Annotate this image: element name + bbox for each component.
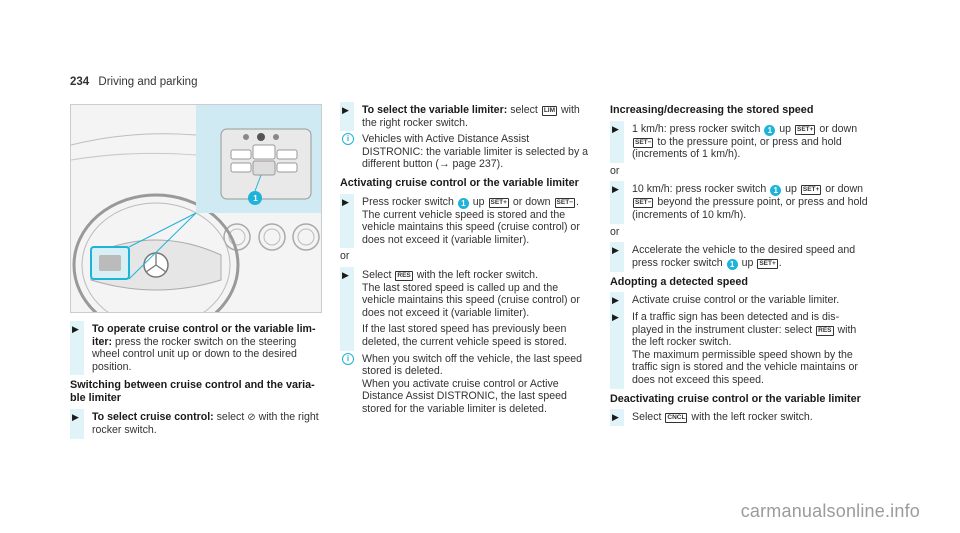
or-text: or <box>610 225 620 238</box>
arrow-icon: ▶ <box>612 412 619 423</box>
instruction-select-limiter: ▶ To select the variable limiter: select LIM with the right rocker switch. <box>340 104 592 129</box>
note-switch-off: i When you switch off the vehicle, the last speed stored is deleted. When you activate cruise control or Active Distance Assist DISTRONIC, the last speed stored for the variable limiter is deleted. <box>340 353 592 416</box>
instruction-select-res: ▶ Select RES with the left rocker switch. The last stored speed is called up and the vehicle maintains this speed (cruise control) or does not exceed it (variable limiter). If the last stored speed has previously been deleted, the current vehicle speed is stored. <box>340 269 592 349</box>
section-title: Driving and parking <box>98 76 198 88</box>
res-key-icon: RES <box>818 326 832 334</box>
instruction-traffic-sign: ▶ If a traffic sign has been detected and is dis- played in the instrument cluster: select RES with the left rocker switch. The maximum permissible speed shown by the traffic sign is stored and the vehicle maintains or does not exceed this speed. <box>610 311 872 387</box>
instruction-accelerate: ▶ Accelerate the vehicle to the desired speed and press rocker switch 1 up SET+ . <box>610 244 872 270</box>
instruction-press-rocker: ▶ Press rocker switch 1 up SET+ or down SET− . The current vehicle speed is stored and the vehicle maintains this speed (cruise control) or does not exceed it (variable limiter). <box>340 196 592 247</box>
set-plus-key-icon: SET+ <box>490 198 507 206</box>
instruction-cncl: ▶ Select CNCL with the left rocker switch. <box>610 411 872 424</box>
instruction-activate: ▶ Activate cruise control or the variable limiter. <box>610 294 872 307</box>
column-1 <box>70 104 322 441</box>
lim-key-icon: LIM <box>543 107 556 114</box>
callout-1: 1 <box>250 193 261 204</box>
set-plus-key-icon: SET+ <box>802 186 820 194</box>
instruction-select-cruise: ▶ To select cruise control: select ⊘ with the right rocker switch. <box>70 411 322 437</box>
arrow-icon: ▶ <box>72 411 79 422</box>
set-plus-key-icon: SET+ <box>797 125 814 133</box>
arrow-icon: ▶ <box>72 324 79 334</box>
heading-deactivating: Deactivating cruise control or the variable limiter <box>610 392 861 405</box>
steering-wheel-figure <box>70 104 322 313</box>
heading-activating: Activating cruise control or the variable limiter <box>340 176 579 189</box>
column-3 <box>610 104 872 428</box>
instruction-operate: ▶ To operate cruise control or the variable lim- iter: press the rocker switch on the steering wheel control unit up or down to the desired position. <box>70 323 322 373</box>
watermark: carmanualsonline.info <box>740 501 920 521</box>
arrow-icon: ▶ <box>612 245 619 256</box>
page-header <box>70 76 197 89</box>
instruction-10kmh: ▶ 10 km/h: press rocker switch 1 up SET+ or down SET− beyond the pressure point, or press and hold (increments of 10 km/h). <box>610 183 872 221</box>
info-icon: i <box>342 133 354 145</box>
page-number: 234 <box>70 76 90 88</box>
or-text: or <box>610 164 620 177</box>
cruise-control-icon: ⊘ <box>247 411 256 423</box>
set-plus-key-icon: SET+ <box>759 259 776 267</box>
arrow-icon: ▶ <box>342 105 349 115</box>
or-text: or <box>340 250 350 263</box>
note-distronic: i Vehicles with Active Distance Assist DISTRONIC: the variable limiter is selected by a different button (→ page 237). <box>340 133 592 171</box>
arrow-icon: ▶ <box>612 123 619 134</box>
column-2 <box>340 104 592 419</box>
instruction-1kmh: ▶ 1 km/h: press rocker switch 1 up SET+ or down SET− to the pressure point, or press and hold (increments of 1 km/h). <box>610 123 872 161</box>
callout-1: 1 <box>770 185 781 196</box>
arrow-icon: ▶ <box>612 184 619 195</box>
set-minus-key-icon: SET− <box>556 198 573 206</box>
heading-switching: Switching between cruise control and the varia- ble limiter <box>70 379 315 404</box>
set-minus-key-icon: SET− <box>635 138 652 146</box>
callout-1: 1 <box>458 198 469 209</box>
set-minus-key-icon: SET− <box>635 199 652 207</box>
res-key-icon: RES <box>397 271 411 279</box>
arrow-icon: ▶ <box>342 269 349 280</box>
steering-wheel-illustration <box>71 105 321 312</box>
info-icon: i <box>342 353 354 365</box>
callout-1: 1 <box>764 125 775 136</box>
cncl-key-icon: CNCL <box>667 414 686 422</box>
arrow-icon: ▶ <box>612 295 619 306</box>
arrow-icon: ▶ <box>342 196 349 207</box>
callout-1: 1 <box>727 259 738 270</box>
arrow-icon: ▶ <box>612 311 619 322</box>
heading-increasing: Increasing/decreasing the stored speed <box>610 104 814 116</box>
heading-adopting: Adopting a detected speed <box>610 275 748 288</box>
